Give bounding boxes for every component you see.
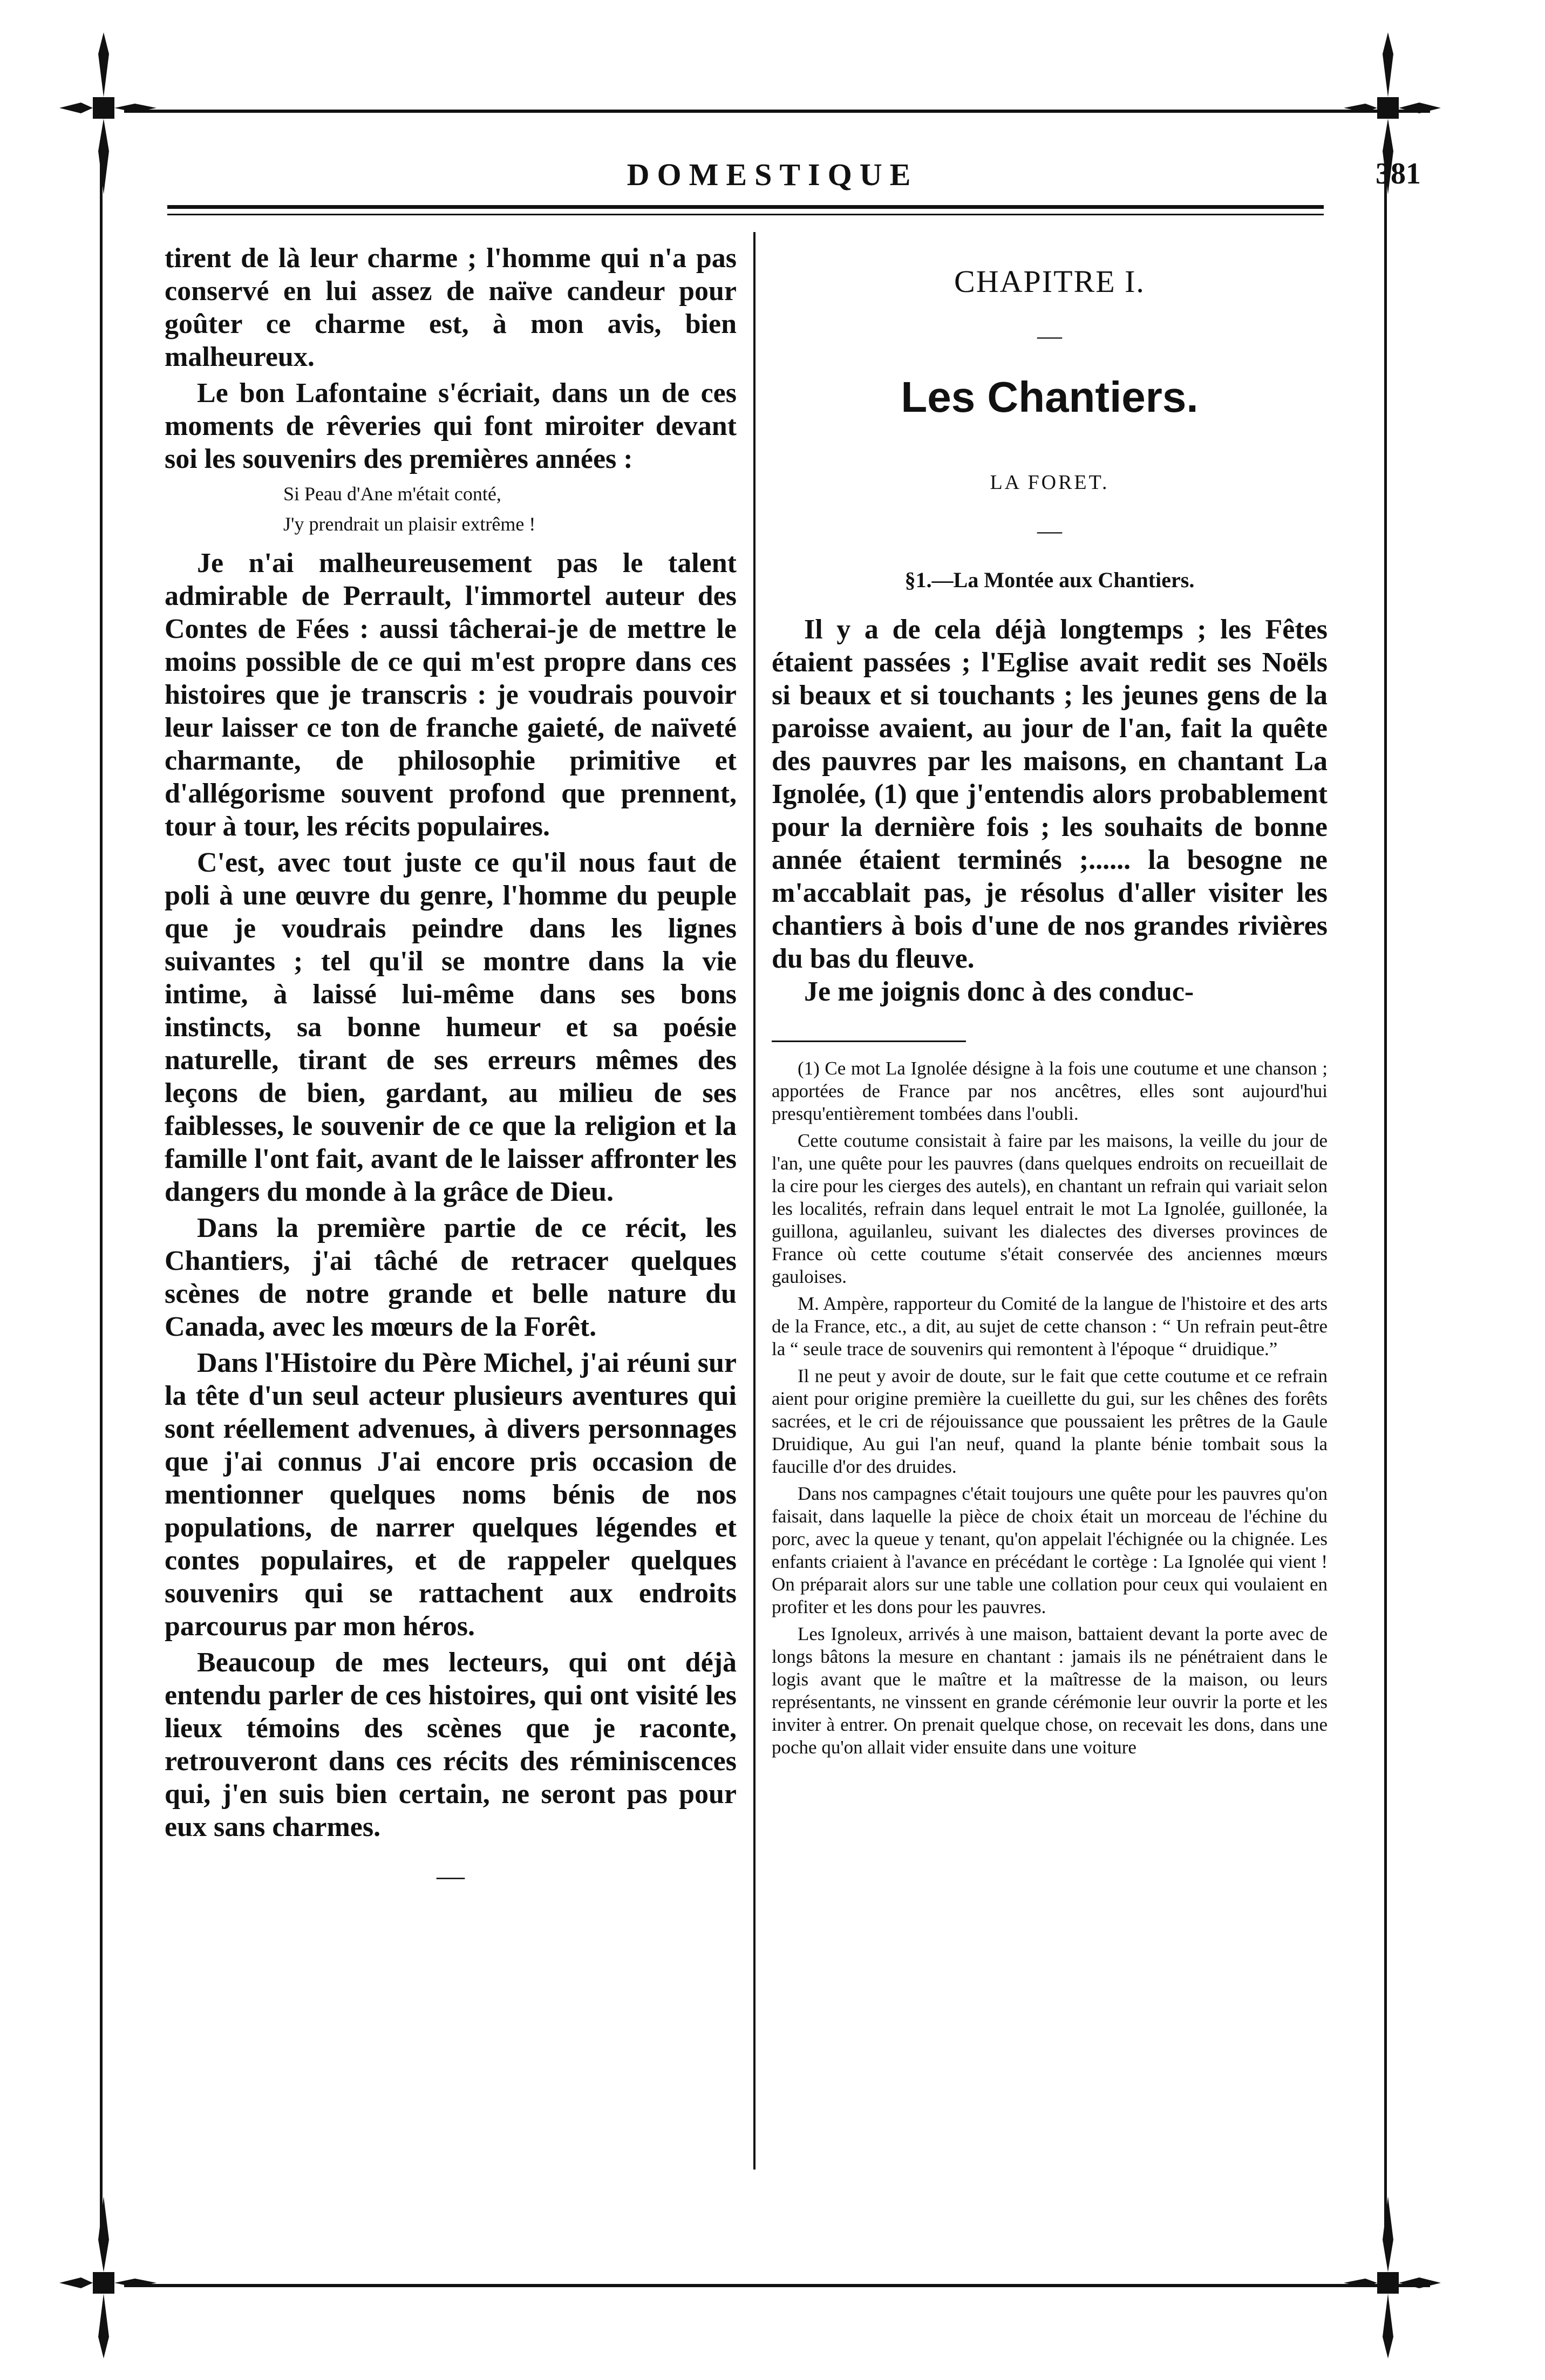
paragraph: tirent de là leur charme ; l'homme qui n'a pas conservé en lui assez de naïve candeur pour goûter ce charme est, à mon avis, bien malheureux. — [165, 243, 737, 372]
chapter-body — [772, 613, 1328, 1008]
separator-dash: — — [1037, 516, 1062, 544]
end-dash: — — [437, 1861, 465, 1892]
column-divider — [753, 232, 756, 2170]
footnote-paragraph: (1) Ce mot La Ignolée désigne à la fois une coutume et une chanson ; apportées de France par nos ancêtres, elles sont aujourd'hui presqu'entièrement tombées dans l'oubli. — [772, 1058, 1328, 1124]
paragraph: Dans la première partie de ce récit, les Chantiers, j'ai tâché de retracer quelques scènes de notre grande et belle nature du Canada, avec les mœurs de la Forêt. — [165, 1213, 737, 1342]
footnote-paragraph: Il ne peut y avoir de doute, sur le fait que cette coutume et ce refrain aient pour origine première la cueillette du gui, sur les chênes des forêts sacrées, et le cri de réjouissance que poussaient les prêtres de la Gaule Druidique, Au gui l'an neuf, quand la plante bénie tombait sous la faucille d'or des druides. — [772, 1365, 1328, 1477]
paragraph: Le bon Lafontaine s'écriait, dans un de ces moments de rêveries qui font miroiter devant soi les souvenirs des premières années : — [165, 378, 737, 474]
right-column — [772, 263, 1328, 1763]
separator-dash: — — [1037, 322, 1062, 349]
paragraph: Je me joignis donc à des conduc- — [804, 976, 1194, 1007]
verse-quote — [283, 479, 737, 539]
verse-line: Si Peau d'Ane m'était conté, — [283, 483, 501, 505]
footnote-paragraph: Les Ignoleux, arrivés à une maison, battaient devant la porte avec de longs bâtons la mesure en chantant : jamais ils ne pénétraient dans le logis avant que le maître et la maîtresse de la maison, ou leurs représentants, ne vinssent en grande cérémonie leur ouvrir la porte et les inviter à entrer. On prenait quelque chose, on recevait les dons, dans une poche qu'on allait vider ensuite dans une voiture — [772, 1623, 1328, 1758]
running-title: DOMESTIQUE — [627, 157, 918, 192]
left-column — [165, 242, 737, 1893]
chapter-heading: CHAPITRE I. — [954, 264, 1145, 299]
paragraph: C'est, avec tout juste ce qu'il nous faut de poli à une œuvre du genre, l'homme du peuple que je voudrais peindre dans les lignes suivantes ; tel qu'il se montre dans la vie intime, à laissé lui-même dans ses bons instincts, sa bonne humeur et sa poésie naturelle, tirant de ses erreurs mêmes des leçons de bien, gardant, au milieu de ses faiblesses, le souvenir de ce que la religion et la famille l'ont fait, avant de le laisser affronter les dangers du monde à la grâce de Dieu. — [165, 847, 737, 1207]
footnotes — [772, 1057, 1328, 1759]
footnote-paragraph: M. Ampère, rapporteur du Comité de la langue de l'histoire et des arts de la France, etc., a dit, au sujet de cette chanson : “ Un refrain peut-être la “ seule trace de souvenirs qui remontent à l'époque “ druidique.” — [772, 1293, 1328, 1359]
corner-ornament-bottom-right — [1344, 2197, 1441, 2358]
page-number: 381 — [1376, 157, 1421, 191]
header-rule-thin — [167, 214, 1324, 215]
header-rule — [167, 205, 1324, 209]
chapter-title: Les Chantiers. — [901, 373, 1199, 421]
right-border-rule — [1384, 140, 1387, 2234]
footnote-paragraph: Dans nos campagnes c'était toujours une quête pour les pauvres qu'on faisait, dans laquelle la pièce de choix était un morceau de l'échine du porc, avec la queue y tenant, qu'on appelait l'échignée ou la chignée. Les enfants criaient à l'avance en précédant le cortège : La Ignolée qui vient ! On préparait alors sur une table une collation pour ceux qui voulaient en profiter et les dons pour les pauvres. — [772, 1483, 1328, 1617]
section-heading: §1.—La Montée aux Chantiers. — [904, 568, 1195, 592]
paragraph: Je n'ai malheureusement pas le talent admirable de Perrault, l'immortel auteur des Contes de Fées : aussi tâcherai-je de mettre le moins possible de ce qui m'est propre dans ces histoires que je transcris : je voudrais pouvoir leur laisser ce ton de franche gaieté, de naïveté charmante, de philosophie primitive et d'allégorisme souvent profond que prennent, tour à tour, les récits populaires. — [165, 548, 737, 842]
bottom-border-rule — [124, 2284, 1430, 2287]
corner-ornament-bottom-left — [59, 2197, 156, 2358]
running-head — [108, 157, 1437, 194]
top-border-rule — [124, 110, 1430, 113]
left-border-rule — [100, 140, 103, 2234]
paragraph: Dans l'Histoire du Père Michel, j'ai réuni sur la tête d'un seul acteur plusieurs aventures qui sont réellement advenues, à divers personnages que j'ai connus J'ai encore pris occasion de mentionner quelques noms bénis de nos populations, de narrer quelques légendes et contes populaires, et de rappeler quelques souvenirs qui se rattachent aux endroits parcourus par mon héros. — [165, 1348, 737, 1642]
footnote-paragraph: Cette coutume consistait à faire par les maisons, la veille du jour de l'an, une quête pour les pauvres (dans quelques endroits on recueillait de la cire pour les cierges des autels), en chantant un refrain qui variait selon les localités, refrain dans lequel entrait le mot La Ignolée, guillonée, la guillona, aguilanleu, suivant les dialectes des diverses provinces de France où cette coutume s'était conservée des anciennes mœurs gauloises. — [772, 1130, 1328, 1287]
paragraph: Il y a de cela déjà longtemps ; les Fêtes étaient passées ; l'Eglise avait redit ses Noëls si beaux et si touchants ; les jeunes gens de la paroisse avaient, au jour de l'an, fait la quête des pauvres par les maisons, en chantant La Ignolée, (1) que j'entendis alors probablement pour la dernière fois ; les souhaits de bonne année étaient terminés ;...... la besogne ne m'accablait pas, je résolus d'aller visiter les chantiers à bois d'une de nos grandes rivières du bas du fleuve. — [772, 614, 1328, 974]
verse-line: J'y prendrait un plaisir extrême ! — [283, 513, 536, 535]
footnote-rule — [772, 1041, 966, 1042]
chapter-subtitle: LA FORET. — [990, 471, 1110, 494]
paragraph: Beaucoup de mes lecteurs, qui ont déjà entendu parler de ces histoires, qui ont visité les lieux témoins des scènes que je raconte, retrouveront dans ces récits des réminiscences qui, j'en suis bien certain, ne seront pas pour eux sans charmes. — [165, 1647, 737, 1842]
